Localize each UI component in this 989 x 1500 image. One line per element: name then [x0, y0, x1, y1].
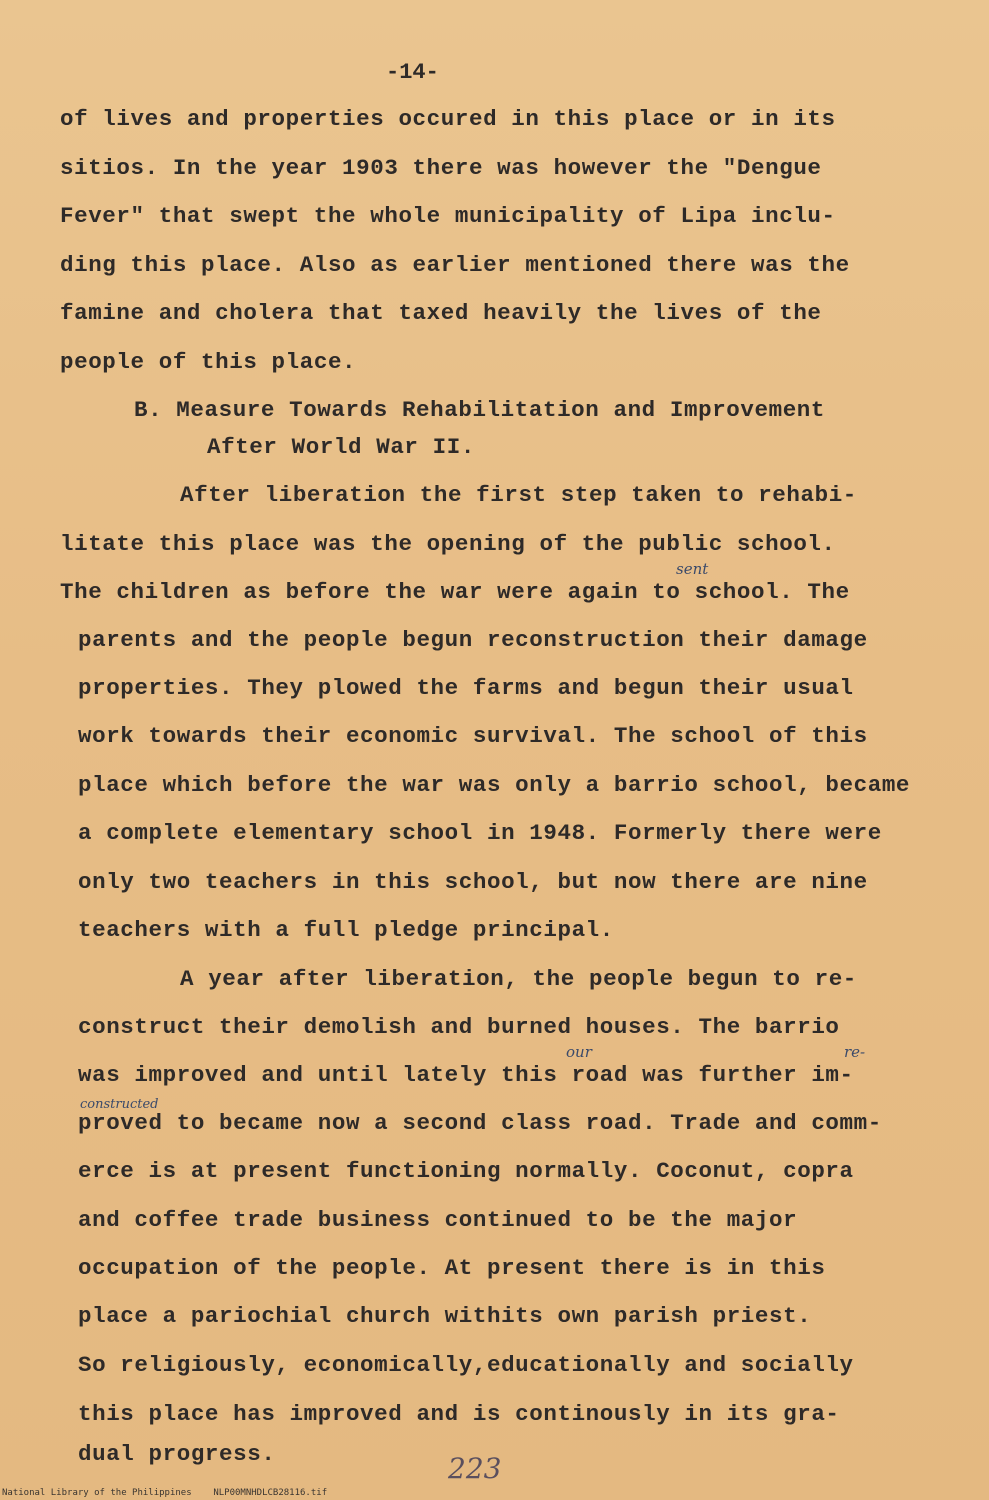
page-number: -14- [386, 60, 439, 85]
handwritten-insert-our: our [566, 1043, 592, 1061]
section-heading: B. Measure Towards Rehabilitation and Improvement [134, 397, 826, 423]
text-line: this place has improved and is continously in its gra- [78, 1401, 840, 1427]
text-line: place which before the war was only a barrio school, became [78, 772, 911, 798]
text-line: properties. They plowed the farms and begun their usual [78, 675, 854, 701]
text-line: and coffee trade business continued to be the major [78, 1207, 798, 1233]
section-heading-continued: After World War II. [207, 434, 475, 460]
text-line: So religiously, economically,educationally and socially [78, 1352, 854, 1378]
text-line: work towards their economic survival. The school of this [78, 723, 868, 749]
handwritten-insert-re: re- [844, 1043, 866, 1061]
text-line: dual progress. [78, 1441, 276, 1467]
text-line: sitios. In the year 1903 there was however the "Dengue [60, 155, 822, 181]
text-line: proved to became now a second class road. Trade and comm- [78, 1110, 882, 1136]
text-line: of lives and properties occured in this place or in its [60, 106, 836, 132]
handwritten-insert-constructed: constructed [80, 1097, 159, 1112]
text-line: only two teachers in this school, but now there are nine [78, 869, 868, 895]
text-line: famine and cholera that taxed heavily the lives of the [60, 300, 822, 326]
text-line: ding this place. Also as earlier mentioned there was the [60, 252, 850, 278]
text-line: erce is at present functioning normally. Coconut, copra [78, 1158, 854, 1184]
text-line: teachers with a full pledge principal. [78, 917, 614, 943]
folio-number: 223 [448, 1452, 502, 1485]
text-line: occupation of the people. At present there is in this [78, 1255, 826, 1281]
text-line: The children as before the war were again to school. The [60, 579, 850, 605]
text-line: people of this place. [60, 349, 357, 375]
text-line: place a pariochial church withits own parish priest. [78, 1303, 812, 1329]
text-line: After liberation the first step taken to rehabi- [180, 482, 857, 508]
text-line: litate this place was the opening of the public school. [60, 531, 836, 557]
text-line: was improved and until lately this road was further im- [78, 1062, 854, 1088]
text-line: parents and the people begun reconstruction their damage [78, 627, 868, 653]
archive-footer: National Library of the Philippines NLP00MNHDLCB28116.tif [2, 1488, 328, 1498]
text-line: A year after liberation, the people begun to re- [180, 966, 857, 992]
text-line: construct their demolish and burned houses. The barrio [78, 1014, 840, 1040]
text-line: a complete elementary school in 1948. Formerly there were [78, 820, 882, 846]
handwritten-insert-sent: sent [676, 560, 709, 578]
text-line: Fever" that swept the whole municipality of Lipa inclu- [60, 203, 836, 229]
